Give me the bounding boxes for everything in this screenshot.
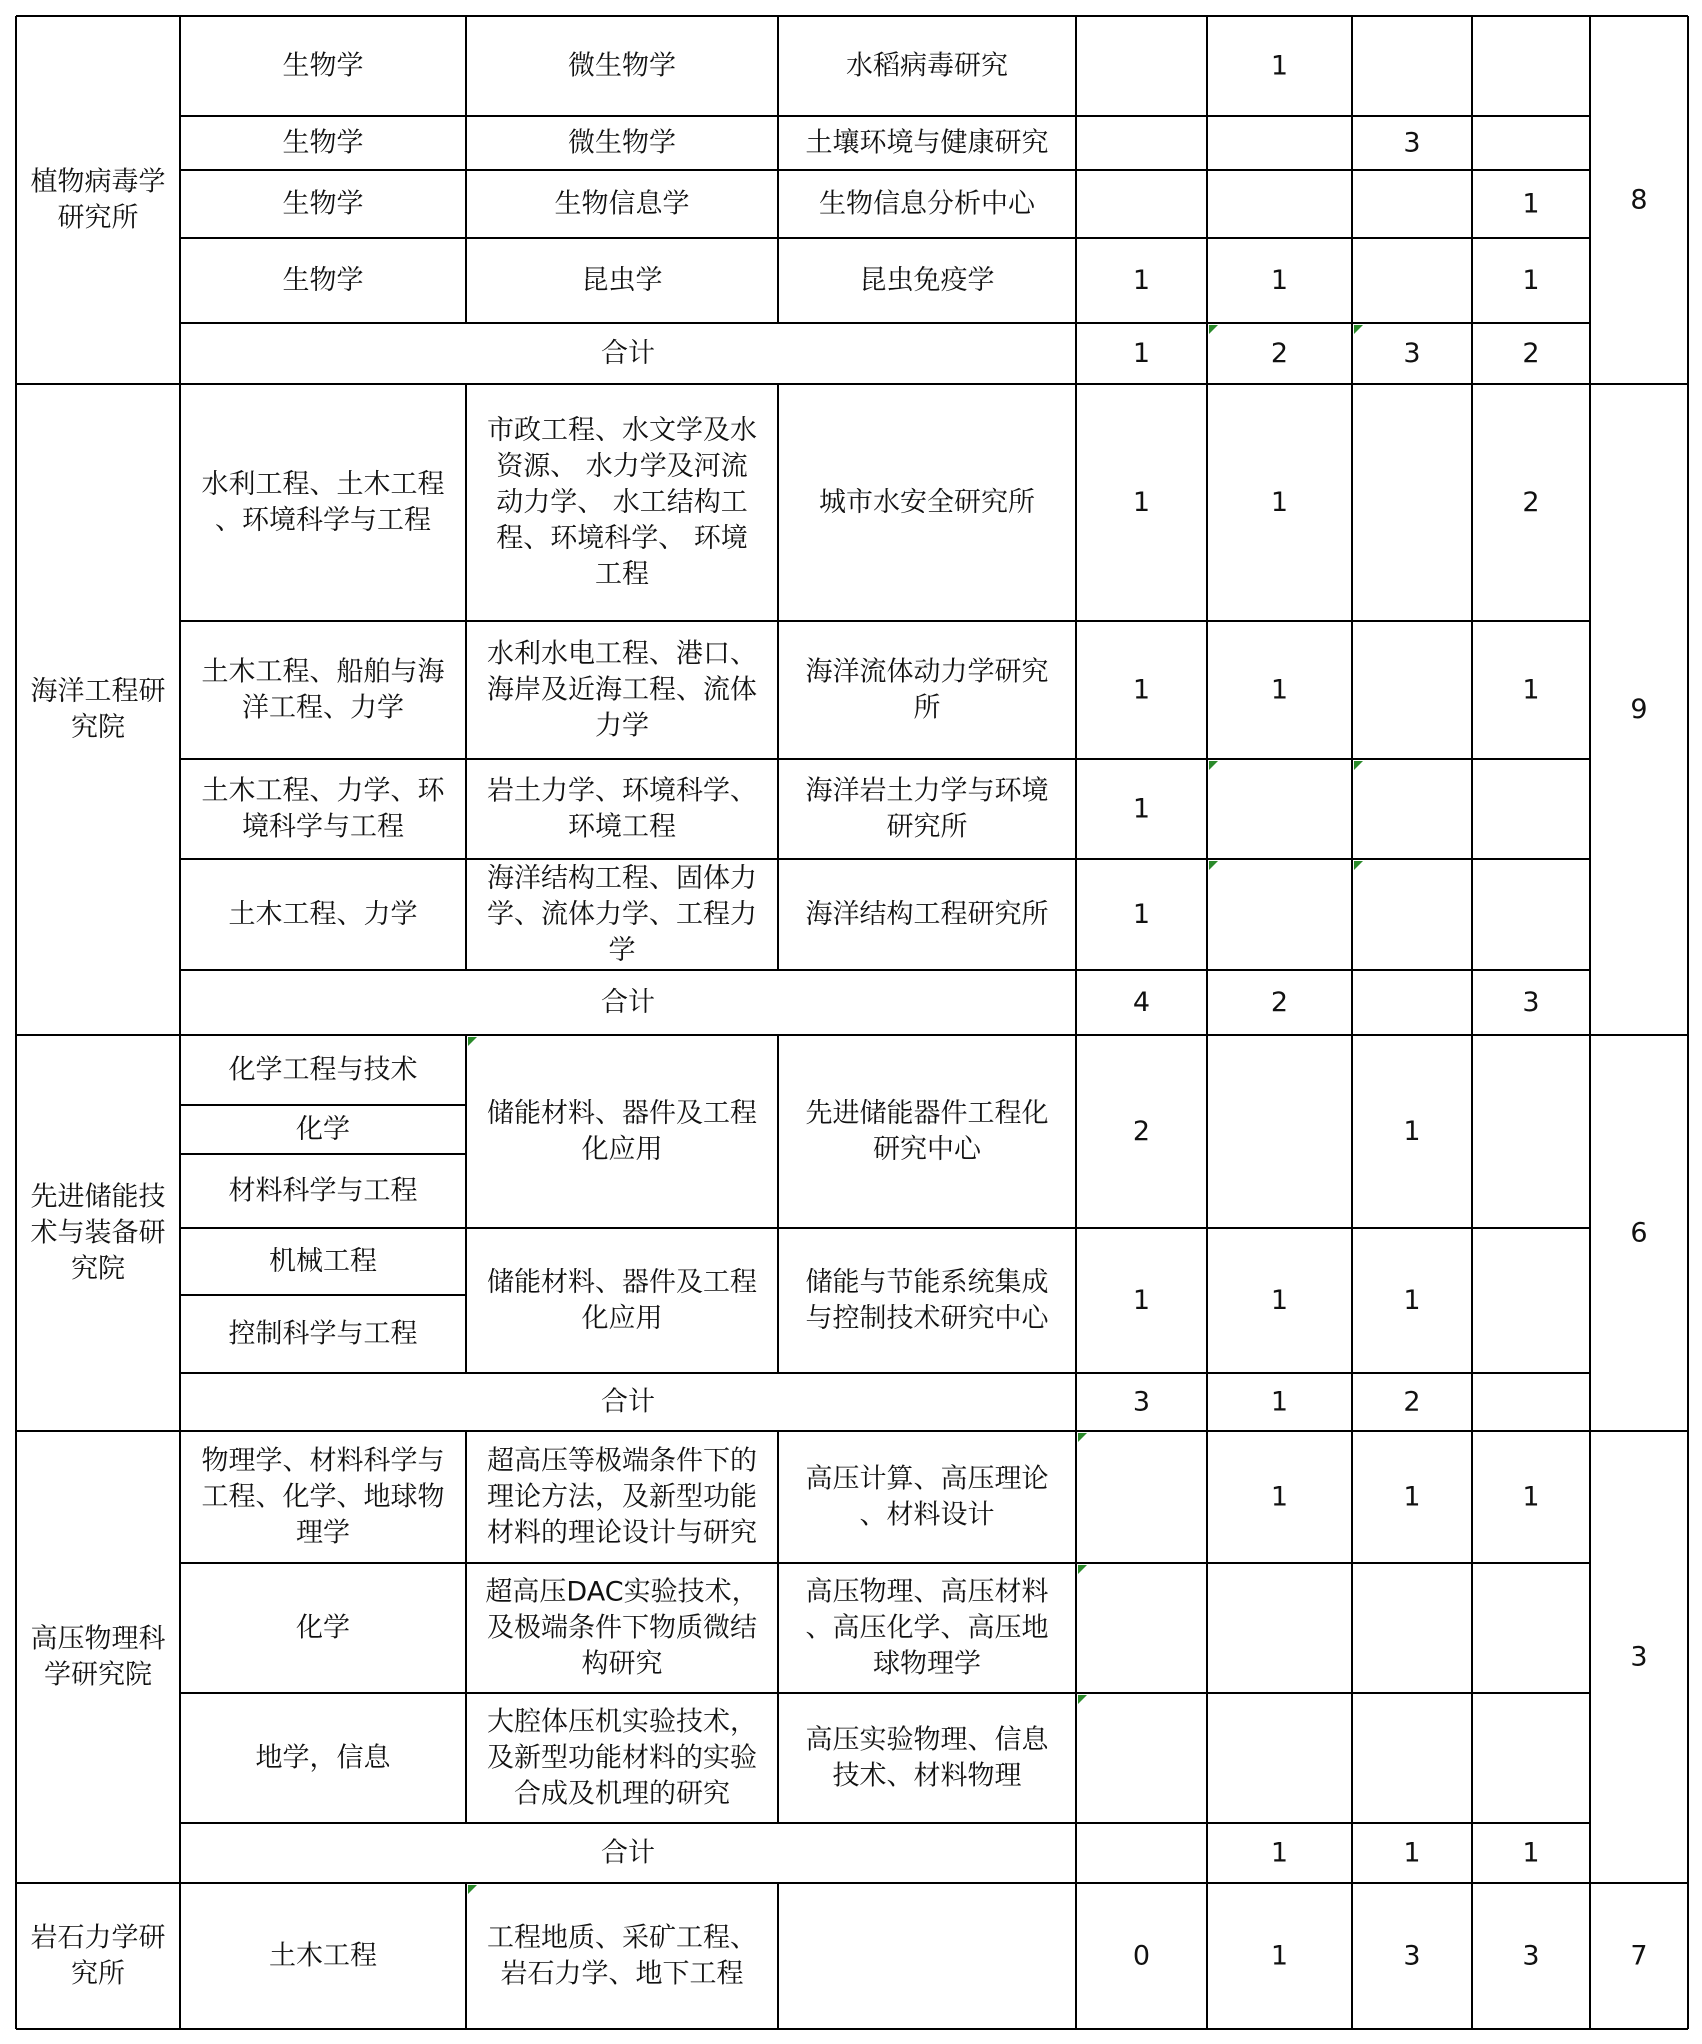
count-cell: 2 <box>1270 987 1289 1018</box>
discipline-cell: 境科学与工程 <box>242 811 404 843</box>
comment-marker-icon <box>468 1885 477 1894</box>
count-cell: 1 <box>1270 1837 1289 1869</box>
subtotal-label: 合计 <box>601 1386 655 1418</box>
institute-name: 研究所 <box>57 202 139 234</box>
specialty-cell: 微生物学 <box>568 127 676 159</box>
comment-marker-icon <box>1209 761 1218 770</box>
direction-cell: 先进储能器件工程化 <box>805 1098 1049 1129</box>
count-cell: 1 <box>1270 1481 1289 1513</box>
specialty-cell: 昆虫学 <box>581 265 663 296</box>
comment-marker-icon <box>1078 1695 1087 1704</box>
discipline-cell: 化学 <box>296 1114 350 1145</box>
specialty-cell: 力学 <box>595 710 649 742</box>
count-cell: 1 <box>1270 674 1289 706</box>
count-cell: 1 <box>1270 487 1289 518</box>
specialty-cell: 岩石力学、地下工程 <box>500 1958 744 1990</box>
count-cell: 3 <box>1403 338 1421 369</box>
direction-cell: 水稻病毒研究 <box>846 50 1008 82</box>
institute-total: 6 <box>1630 1217 1648 1249</box>
specialty-cell: 水利水电工程、港口、 <box>487 638 757 670</box>
discipline-cell: 水利工程、土木工程 <box>201 469 445 500</box>
comment-marker-icon <box>1354 761 1363 770</box>
specialty-cell: 储能材料、器件及工程 <box>487 1098 757 1129</box>
institute-name: 海洋工程研 <box>30 676 166 707</box>
count-cell: 1 <box>1132 338 1151 369</box>
direction-cell: 、材料设计 <box>859 1499 995 1531</box>
discipline-cell: 土木工程、力学、环 <box>201 775 445 807</box>
specialty-cell: 及极端条件下物质微结 <box>487 1612 757 1644</box>
discipline-cell: 土木工程、船舶与海 <box>201 656 445 688</box>
specialty-cell: 工程 <box>595 559 649 590</box>
specialty-cell: 材料的理论设计与研究 <box>487 1517 757 1549</box>
specialty-cell: 学 <box>608 935 636 966</box>
discipline-cell: 化学工程与技术 <box>228 1054 418 1086</box>
count-cell: 1 <box>1403 1285 1421 1316</box>
count-cell: 1 <box>1270 265 1289 296</box>
discipline-cell: 材料科学与工程 <box>228 1175 418 1207</box>
discipline-cell: 土木工程 <box>269 1940 377 1972</box>
discipline-cell: 化学 <box>296 1612 350 1644</box>
direction-cell: 与控制技术研究中心 <box>805 1303 1049 1334</box>
subtotal-label: 合计 <box>601 1837 655 1869</box>
count-cell: 1 <box>1270 50 1289 82</box>
direction-cell: 高压物理、高压材料 <box>805 1576 1049 1608</box>
discipline-cell: 地学，信息 <box>255 1742 391 1774</box>
discipline-cell: 土木工程、力学 <box>228 899 418 930</box>
count-cell: 1 <box>1132 1285 1151 1316</box>
count-cell: 4 <box>1132 987 1151 1018</box>
direction-cell: 球物理学 <box>873 1648 981 1680</box>
specialty-cell: 环境工程 <box>568 811 676 843</box>
institute-total: 8 <box>1630 184 1648 216</box>
count-cell: 2 <box>1270 338 1289 369</box>
institute-name: 岩石力学研 <box>30 1922 166 1954</box>
discipline-cell: 生物学 <box>282 127 364 159</box>
institute-name: 究所 <box>71 1958 125 1990</box>
count-cell: 1 <box>1403 1481 1421 1513</box>
direction-cell: 海洋岩土力学与环境 <box>805 775 1049 807</box>
discipline-cell: 、环境科学与工程 <box>215 505 431 536</box>
discipline-cell: 理学 <box>296 1517 350 1549</box>
count-cell: 1 <box>1403 1837 1421 1869</box>
direction-cell: 所 <box>913 692 941 724</box>
institute-name: 究院 <box>71 1253 125 1285</box>
specialty-cell: 学、流体力学、工程力 <box>487 899 757 930</box>
specialty-cell: 海岸及近海工程、流体 <box>487 674 757 706</box>
institute-name: 先进储能技 <box>30 1181 166 1213</box>
comment-marker-icon <box>1078 1433 1087 1442</box>
count-cell: 1 <box>1403 1116 1421 1147</box>
specialty-cell: 海洋结构工程、固体力 <box>487 863 757 894</box>
direction-cell: 技术、材料物理 <box>832 1760 1022 1792</box>
specialty-cell: 化应用 <box>581 1134 663 1165</box>
institute-total: 9 <box>1630 694 1648 725</box>
table-cells <box>31 51 1648 1990</box>
specialty-cell: 市政工程、水文学及水 <box>487 415 757 446</box>
specialty-cell: 合成及机理的研究 <box>514 1778 730 1810</box>
subtotal-label: 合计 <box>601 338 655 369</box>
specialty-cell: 资源、 水力学及河流 <box>496 451 748 482</box>
count-cell: 3 <box>1132 1386 1151 1418</box>
institute-total: 3 <box>1630 1641 1648 1673</box>
discipline-cell: 工程、化学、地球物 <box>201 1481 445 1513</box>
count-cell: 2 <box>1522 338 1540 369</box>
direction-cell: 高压计算、高压理论 <box>805 1463 1049 1495</box>
discipline-cell: 洋工程、力学 <box>242 692 404 724</box>
discipline-cell: 生物学 <box>282 265 364 296</box>
specialty-cell: 化应用 <box>581 1303 663 1334</box>
discipline-cell: 生物学 <box>282 50 364 82</box>
specialty-cell: 微生物学 <box>568 50 676 82</box>
direction-cell: 研究中心 <box>873 1134 981 1165</box>
comment-marker-icon <box>1354 325 1363 334</box>
count-cell: 1 <box>1132 899 1151 930</box>
count-cell: 2 <box>1522 487 1540 518</box>
direction-cell: 研究所 <box>886 811 968 843</box>
comment-marker-icon <box>468 1037 477 1046</box>
count-cell: 1 <box>1522 265 1540 296</box>
specialty-cell: 及新型功能材料的实验 <box>487 1742 757 1774</box>
comment-marker-icon <box>1209 325 1218 334</box>
comment-marker-icon <box>1209 861 1218 870</box>
institute-name: 高压物理科 <box>30 1623 166 1655</box>
count-cell: 1 <box>1270 1940 1289 1972</box>
count-cell: 1 <box>1522 1837 1540 1869</box>
specialty-cell: 理论方法，及新型功能 <box>487 1481 757 1513</box>
discipline-cell: 机械工程 <box>269 1246 377 1277</box>
direction-cell: 、高压化学、高压地 <box>805 1612 1049 1644</box>
specialty-cell: 大腔体压机实验技术， <box>487 1706 757 1738</box>
count-cell: 1 <box>1270 1285 1289 1316</box>
direction-cell: 储能与节能系统集成 <box>805 1267 1049 1298</box>
specialty-cell: 动力学、 水工结构工 <box>496 487 748 518</box>
count-cell: 2 <box>1403 1386 1421 1418</box>
count-cell: 1 <box>1132 793 1151 825</box>
direction-cell: 城市水安全研究所 <box>819 487 1035 518</box>
direction-cell: 高压实验物理、信息 <box>805 1724 1049 1756</box>
institute-name: 学研究院 <box>44 1659 152 1691</box>
count-cell: 1 <box>1132 674 1151 706</box>
count-cell: 1 <box>1522 188 1540 220</box>
discipline-cell: 物理学、材料科学与 <box>201 1445 445 1477</box>
discipline-cell: 控制科学与工程 <box>228 1318 418 1350</box>
count-cell: 2 <box>1132 1116 1151 1147</box>
direction-cell: 海洋流体动力学研究 <box>805 656 1049 688</box>
specialty-cell: 工程地质、采矿工程、 <box>487 1922 757 1954</box>
direction-cell: 土壤环境与健康研究 <box>805 127 1049 159</box>
institute-name: 究院 <box>71 712 125 743</box>
specialty-cell: 储能材料、器件及工程 <box>487 1267 757 1298</box>
count-cell: 1 <box>1132 265 1151 296</box>
specialty-cell: 岩土力学、环境科学、 <box>487 775 757 807</box>
direction-cell: 海洋结构工程研究所 <box>805 899 1049 930</box>
subtotal-label: 合计 <box>601 987 655 1018</box>
institute-total: 7 <box>1630 1940 1648 1972</box>
specialty-cell: 生物信息学 <box>554 188 690 220</box>
direction-cell: 生物信息分析中心 <box>819 188 1035 220</box>
specialty-cell: 超高压等极端条件下的 <box>487 1445 757 1477</box>
count-cell: 0 <box>1132 1940 1151 1972</box>
count-cell: 1 <box>1132 487 1151 518</box>
specialty-cell: 程、环境科学、 环境 <box>496 523 748 554</box>
discipline-cell: 生物学 <box>282 188 364 220</box>
institute-name: 术与装备研 <box>30 1217 166 1249</box>
specialty-cell: 构研究 <box>581 1648 663 1680</box>
institute-name: 植物病毒学 <box>30 166 166 198</box>
direction-cell: 昆虫免疫学 <box>859 265 995 296</box>
comment-marker-icon <box>1354 861 1363 870</box>
comment-marker-icon <box>1078 1565 1087 1574</box>
count-cell: 1 <box>1270 1386 1289 1418</box>
count-cell: 1 <box>1522 1481 1540 1513</box>
count-cell: 3 <box>1403 1940 1421 1972</box>
specialty-cell: 超高压DAC实验技术， <box>485 1576 759 1608</box>
count-cell: 3 <box>1403 127 1421 159</box>
count-cell: 3 <box>1522 1940 1540 1972</box>
count-cell: 3 <box>1522 987 1540 1018</box>
count-cell: 1 <box>1522 674 1540 706</box>
